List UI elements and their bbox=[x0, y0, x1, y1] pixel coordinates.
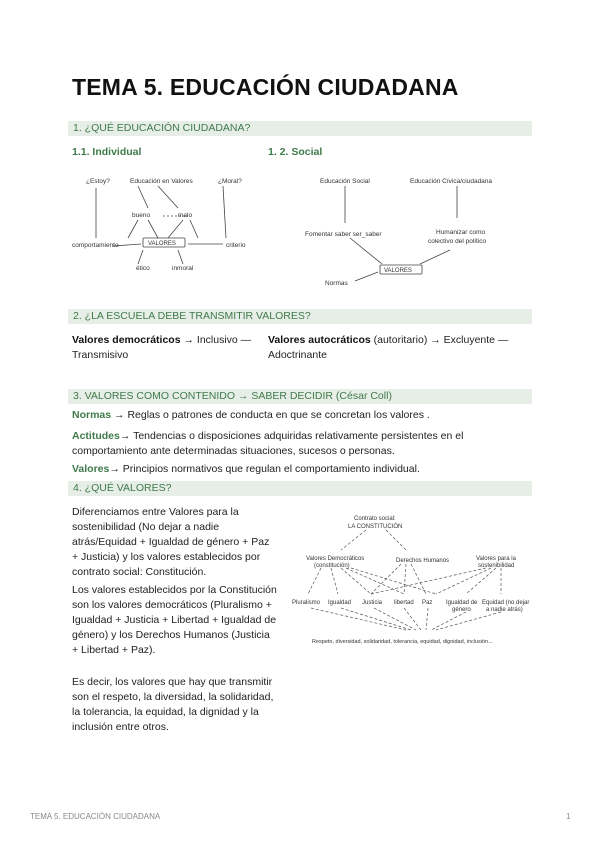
label-libertad: libertad bbox=[394, 600, 414, 606]
label-fomentar: Fomentar saber ser_saber bbox=[305, 231, 382, 238]
section-4-paragraph-1: Diferenciamos entre Valores para la sostenibilidad (No dejar a nadie atrás/Equidad + Igualdad de género + Paz + Justicia) y los valores establecidos por contrato social: Constitución. bbox=[72, 506, 270, 578]
label-equidad-1: Equidad (no dejar bbox=[482, 600, 530, 606]
label-comportamiento: comportamiento bbox=[72, 242, 119, 249]
label-humanizar-1: Humanizar como bbox=[436, 229, 486, 236]
values-diagram bbox=[286, 510, 534, 652]
label-pluralismo: Pluralismo bbox=[292, 600, 321, 606]
section-2-heading: 2. ¿LA ESCUELA DEBE TRANSMITIR VALORES? bbox=[68, 309, 532, 324]
label-bueno: bueno bbox=[132, 212, 151, 219]
section-4-heading: 4. ¿QUÉ VALORES? bbox=[68, 481, 532, 496]
label-valores-social: VALORES bbox=[384, 268, 412, 274]
label-paz: Paz bbox=[422, 600, 433, 606]
label-igualdad-genero-2: género bbox=[452, 607, 471, 613]
label-inmoral: inmoral bbox=[172, 265, 194, 272]
label-moral: ¿Moral? bbox=[218, 178, 242, 185]
label-educacion-valores: Educación en Valores bbox=[130, 178, 193, 185]
section-4-paragraph-3: Es decir, los valores que hay que transmitir son el respeto, la diversidad, la solidaridad, la tolerancia, la equidad, la dignidad y la inclusión entre otros. bbox=[72, 676, 274, 733]
label-justicia: Justicia bbox=[362, 600, 383, 606]
label-valores-democraticos: Valores Democráticos bbox=[306, 556, 365, 562]
label-equidad-2: a nadie atrás) bbox=[486, 607, 523, 613]
label-estoy: ¿Estoy? bbox=[86, 178, 110, 185]
actitudes-paragraph: Actitudes→ Tendencias o disposiciones adquiridas relativamente persistentes en el comportamiento ante determinadas situaciones, sucesos o personas. bbox=[72, 430, 464, 457]
autocraticos-text: Valores autocráticos (autoritario) → Excluyente — Adoctrinante bbox=[268, 334, 509, 361]
label-sostenibilidad: sostenibilidad bbox=[478, 563, 515, 569]
valores-paragraph: Valores→ Principios normativos que regulan el comportamiento individual. bbox=[72, 463, 420, 475]
section-1-heading: 1. ¿QUÉ EDUCACIÓN CIUDADANA? bbox=[68, 121, 532, 136]
individual-diagram bbox=[68, 168, 258, 280]
label-educacion-civica: Educación Cívica/ciudadana bbox=[410, 178, 493, 185]
social-diagram bbox=[300, 168, 530, 290]
label-etico: ético bbox=[136, 265, 150, 272]
social-subtitle: 1. 2. Social bbox=[268, 146, 323, 158]
footer-page-number: 1 bbox=[566, 812, 571, 821]
page-title: TEMA 5. EDUCACIÓN CIUDADANA bbox=[72, 74, 459, 100]
label-constitucion: (constitución) bbox=[314, 563, 350, 569]
label-bottom-values: Respeto, diversidad, solidaridad, tolerancia, equidad, dignidad, inclusión... bbox=[312, 639, 493, 645]
democraticos-text: Valores democráticos → Inclusivo — Transmisivo bbox=[72, 334, 252, 361]
label-educacion-social: Educación Social bbox=[320, 178, 370, 185]
label-malo: malo bbox=[178, 212, 193, 219]
label-normas: Normas bbox=[325, 280, 348, 287]
label-igualdad-genero-1: Igualdad de bbox=[446, 600, 478, 606]
normas-paragraph: Normas → Reglas o patrones de conducta en que se concretan los valores . bbox=[72, 409, 430, 421]
label-valores-sostenibilidad: Valores para la bbox=[476, 556, 516, 562]
label-criterio: criterio bbox=[226, 242, 246, 249]
label-igualdad: Igualdad bbox=[328, 600, 352, 606]
label-derechos-humanos: Derechos Humanos bbox=[396, 558, 450, 564]
label-valores: VALORES bbox=[148, 241, 176, 247]
label-la-constitucion: LA CONSTITUCIÓN bbox=[348, 524, 403, 530]
section-4-paragraph-2: Los valores establecidos por la Constitución son los valores democráticos (Pluralismo + Igualdad + Justicia + Libertad + Igualdad de género) y los Derechos Humanos (Justicia + Libertad + Paz). bbox=[72, 584, 277, 656]
section-3-heading: 3. VALORES COMO CONTENIDO → SABER DECIDIR (César Coll) bbox=[68, 389, 532, 404]
footer-title: TEMA 5. EDUCACIÓN CIUDADANA bbox=[30, 812, 161, 821]
label-contrato-social: Contrato social: bbox=[354, 516, 396, 522]
label-humanizar-2: colectivo del político bbox=[428, 238, 487, 245]
individual-subtitle: 1.1. Individual bbox=[72, 146, 142, 158]
